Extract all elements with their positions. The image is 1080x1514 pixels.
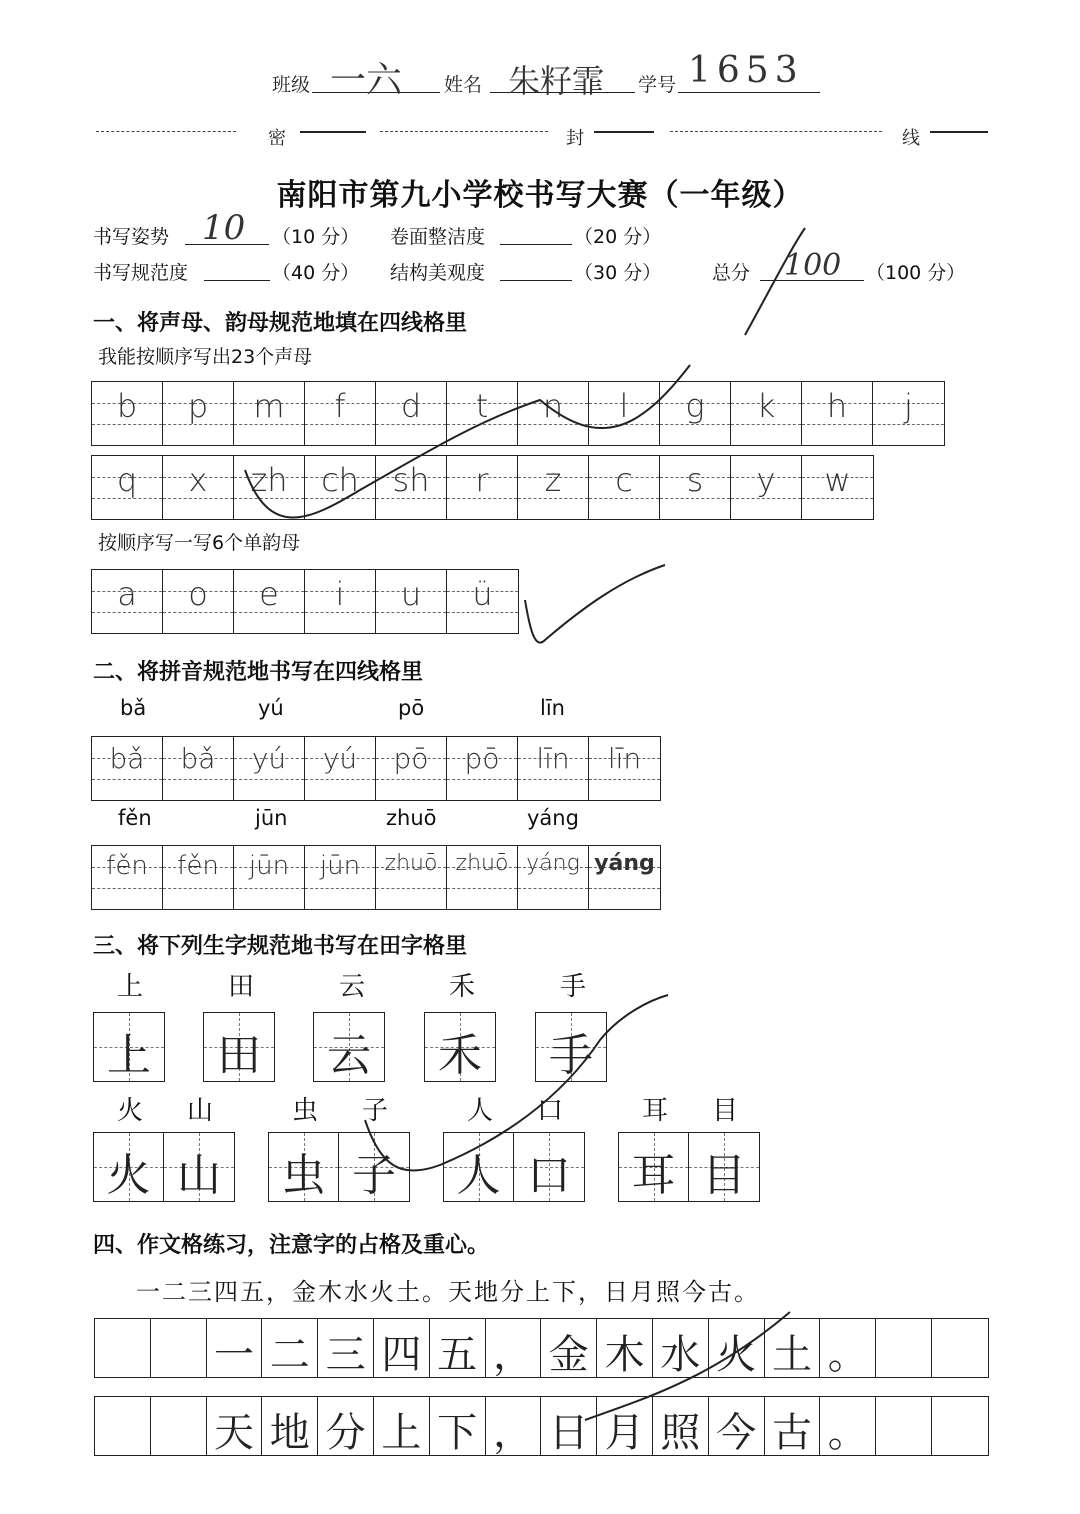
- composition-row1: [94, 1318, 989, 1378]
- pinyin-cell[interactable]: jūn: [305, 846, 376, 909]
- tian-cell-wrap: [424, 1012, 496, 1082]
- initial-cell[interactable]: t: [447, 382, 518, 445]
- standard-underline[interactable]: [204, 280, 270, 281]
- comp-cell[interactable]: 金: [541, 1319, 597, 1377]
- pinyin-cell[interactable]: līn: [589, 737, 660, 800]
- name-label: 姓名: [444, 74, 483, 96]
- tian-pair: [268, 1132, 410, 1202]
- initial-cell[interactable]: h: [802, 382, 873, 445]
- comp-cell[interactable]: 照: [653, 1397, 709, 1455]
- tian-cell[interactable]: 口: [514, 1133, 584, 1201]
- pinyin-cell[interactable]: yú: [234, 737, 305, 800]
- comp-cell[interactable]: 分: [318, 1397, 374, 1455]
- pinyin-cell[interactable]: bǎ: [92, 737, 163, 800]
- comp-cell[interactable]: 地: [262, 1397, 318, 1455]
- tian-cell[interactable]: 禾: [425, 1013, 495, 1081]
- tian-cell[interactable]: 虫: [269, 1133, 339, 1201]
- final-cell[interactable]: u: [376, 570, 447, 633]
- tian-cell[interactable]: 田: [204, 1013, 274, 1081]
- pinyin-cell[interactable]: fěn: [163, 846, 234, 909]
- comp-cell[interactable]: 四: [374, 1319, 430, 1377]
- section1-sub1: 我能按顺序写出23个声母: [98, 346, 313, 368]
- section1-heading: 一、将声母、韵母规范地填在四线格里: [93, 311, 468, 336]
- id-underline: [678, 92, 820, 93]
- comp-cell[interactable]: 古: [765, 1397, 821, 1455]
- comp-cell[interactable]: [932, 1397, 988, 1455]
- standard-max: （40 分）: [272, 262, 360, 284]
- comp-cell[interactable]: 木: [597, 1319, 653, 1377]
- posture-max: （10 分）: [272, 226, 360, 248]
- section3-heading: 三、将下列生字规范地书写在田字格里: [93, 934, 468, 959]
- pinyin-cell[interactable]: pō: [447, 737, 518, 800]
- total-label: 总分: [712, 262, 751, 284]
- pinyin-cell[interactable]: līn: [518, 737, 589, 800]
- beauty-max: （30 分）: [574, 262, 662, 284]
- char-prompt: 云: [339, 972, 366, 1002]
- initials-grid-row1: [91, 381, 945, 446]
- comp-cell[interactable]: 下: [430, 1397, 486, 1455]
- initial-cell[interactable]: ch: [305, 456, 376, 519]
- initial-cell[interactable]: zh: [234, 456, 305, 519]
- composition-row2: [94, 1396, 989, 1456]
- initial-cell[interactable]: f: [305, 382, 376, 445]
- comp-cell[interactable]: [876, 1397, 932, 1455]
- tian-cell[interactable]: 山: [164, 1133, 234, 1201]
- section2-heading: 二、将拼音规范地书写在四线格里: [93, 660, 424, 685]
- section4-heading: 四、作文格练习，注意字的占格及重心。: [93, 1233, 490, 1258]
- section1-sub2: 按顺序写一写6个单韵母: [98, 532, 301, 554]
- tian-cell[interactable]: 子: [339, 1133, 409, 1201]
- page-title: 南阳市第九小学校书写大赛（一年级）: [276, 178, 804, 213]
- initial-cell[interactable]: d: [376, 382, 447, 445]
- char-prompt: 火: [117, 1096, 144, 1126]
- pinyin-cell[interactable]: bǎ: [163, 737, 234, 800]
- initial-cell[interactable]: l: [589, 382, 660, 445]
- char-prompt: 禾: [449, 972, 476, 1002]
- pinyin-cell[interactable]: zhuō: [376, 846, 447, 909]
- comp-cell[interactable]: 日: [541, 1397, 597, 1455]
- final-cell[interactable]: a: [92, 570, 163, 633]
- final-cell[interactable]: o: [163, 570, 234, 633]
- finals-grid: [91, 569, 519, 634]
- pinyin-prompt: līn: [540, 696, 565, 720]
- tian-cell[interactable]: 人: [444, 1133, 514, 1201]
- pinyin-prompt: yáng: [527, 806, 579, 830]
- tian-pair: [443, 1132, 585, 1202]
- finals-check-stroke: [525, 565, 665, 643]
- seal-char-2: 封: [566, 128, 584, 149]
- total-max: （100 分）: [866, 262, 966, 284]
- seal-solid-3: [930, 131, 988, 133]
- initial-cell[interactable]: b: [92, 382, 163, 445]
- pinyin-prompt: pō: [398, 696, 425, 720]
- posture-value[interactable]: 10: [202, 208, 246, 248]
- comp-cell[interactable]: 三: [318, 1319, 374, 1377]
- pinyin-prompt: zhuō: [386, 806, 437, 830]
- initial-cell[interactable]: k: [731, 382, 802, 445]
- char-prompt: 田: [228, 972, 255, 1002]
- initial-cell[interactable]: c: [589, 456, 660, 519]
- comp-cell[interactable]: [151, 1397, 207, 1455]
- pinyin-grid-row2: [91, 845, 661, 910]
- class-label: 班级: [272, 74, 311, 96]
- pinyin-cell[interactable]: yáng: [518, 846, 589, 909]
- char-prompt: 子: [362, 1096, 389, 1126]
- comp-cell[interactable]: 天: [207, 1397, 263, 1455]
- comp-cell[interactable]: 月: [597, 1397, 653, 1455]
- tian-cell-wrap: [313, 1012, 385, 1082]
- comp-cell[interactable]: 土: [765, 1319, 821, 1377]
- pinyin-grid-row1: [91, 736, 661, 801]
- tian-cell[interactable]: 手: [536, 1013, 606, 1081]
- pinyin-cell[interactable]: jūn: [234, 846, 305, 909]
- pinyin-cell[interactable]: yú: [305, 737, 376, 800]
- final-cell[interactable]: ü: [447, 570, 518, 633]
- posture-label: 书写姿势: [93, 226, 170, 248]
- comp-cell[interactable]: [876, 1319, 932, 1377]
- pinyin-cell[interactable]: fěn: [92, 846, 163, 909]
- char-prompt: 虫: [292, 1096, 319, 1126]
- char-prompt: 手: [560, 972, 587, 1002]
- beauty-underline[interactable]: [500, 280, 572, 281]
- comp-cell[interactable]: ，: [486, 1397, 542, 1455]
- neatness-underline[interactable]: [500, 244, 572, 245]
- tian-cell[interactable]: 上: [94, 1013, 164, 1081]
- id-value[interactable]: 1653: [688, 50, 804, 91]
- total-value[interactable]: 100: [784, 248, 842, 283]
- char-prompt: 人: [467, 1096, 494, 1126]
- initial-cell[interactable]: n: [518, 382, 589, 445]
- comp-cell[interactable]: 一: [207, 1319, 263, 1377]
- seal-dash-2: [380, 131, 548, 132]
- neatness-label: 卷面整洁度: [390, 226, 486, 248]
- tian-pair: [618, 1132, 760, 1202]
- comp-cell[interactable]: 上: [374, 1397, 430, 1455]
- comp-cell[interactable]: ，: [486, 1319, 542, 1377]
- seal-dash-3: [670, 131, 882, 132]
- name-value[interactable]: 朱籽霏: [508, 62, 605, 100]
- seal-char-1: 密: [268, 128, 286, 149]
- comp-cell[interactable]: [932, 1319, 988, 1377]
- beauty-label: 结构美观度: [390, 262, 486, 284]
- class-value[interactable]: 一六: [330, 60, 403, 101]
- comp-cell[interactable]: 二: [262, 1319, 318, 1377]
- initial-cell[interactable]: r: [447, 456, 518, 519]
- comp-cell[interactable]: 。: [820, 1397, 876, 1455]
- comp-cell[interactable]: 水: [653, 1319, 709, 1377]
- initial-cell[interactable]: y: [731, 456, 802, 519]
- tian-cell[interactable]: 耳: [619, 1133, 689, 1201]
- final-cell[interactable]: i: [305, 570, 376, 633]
- initial-cell[interactable]: j: [873, 382, 944, 445]
- seal-char-3: 线: [902, 128, 920, 149]
- tian-cell-wrap: [93, 1012, 165, 1082]
- pinyin-prompt: yú: [258, 696, 284, 720]
- tian-pair: [93, 1132, 235, 1202]
- initial-cell[interactable]: z: [518, 456, 589, 519]
- comp-cell[interactable]: [95, 1397, 151, 1455]
- initial-cell[interactable]: g: [660, 382, 731, 445]
- char-prompt: 上: [117, 972, 144, 1002]
- comp-cell[interactable]: [95, 1319, 151, 1377]
- pinyin-cell[interactable]: pō: [376, 737, 447, 800]
- char-prompt: 口: [537, 1096, 564, 1126]
- pinyin-cell[interactable]: yáng: [589, 846, 660, 909]
- initial-cell[interactable]: w: [802, 456, 873, 519]
- comp-cell[interactable]: 。: [820, 1319, 876, 1377]
- comp-cell[interactable]: 五: [430, 1319, 486, 1377]
- standard-label: 书写规范度: [93, 262, 189, 284]
- pinyin-prompt: jūn: [255, 806, 288, 830]
- char-prompt: 山: [187, 1096, 214, 1126]
- char-prompt: 耳: [642, 1096, 669, 1126]
- comp-cell[interactable]: 火: [709, 1319, 765, 1377]
- tian-cell[interactable]: 云: [314, 1013, 384, 1081]
- tian-cell-wrap: [535, 1012, 607, 1082]
- neatness-max: （20 分）: [574, 226, 662, 248]
- comp-cell[interactable]: [151, 1319, 207, 1377]
- tian-cell[interactable]: 目: [689, 1133, 759, 1201]
- pinyin-prompt: fěn: [118, 806, 152, 830]
- id-label: 学号: [638, 74, 677, 96]
- section4-sentence: 一二三四五，金木水火土。天地分上下，日月照今古。: [136, 1278, 760, 1306]
- pinyin-cell[interactable]: zhuō: [447, 846, 518, 909]
- initial-cell[interactable]: s: [660, 456, 731, 519]
- initial-cell[interactable]: sh: [376, 456, 447, 519]
- tian-cell-wrap: [203, 1012, 275, 1082]
- char-prompt: 目: [712, 1096, 739, 1126]
- initial-cell[interactable]: m: [234, 382, 305, 445]
- seal-solid-2: [594, 131, 654, 133]
- seal-dash-1: [96, 131, 236, 132]
- initial-cell[interactable]: x: [163, 456, 234, 519]
- initial-cell[interactable]: p: [163, 382, 234, 445]
- initials-grid-row2: [91, 455, 874, 520]
- final-cell[interactable]: e: [234, 570, 305, 633]
- seal-solid-1: [300, 131, 366, 133]
- tian-cell[interactable]: 火: [94, 1133, 164, 1201]
- pinyin-prompt: bǎ: [120, 696, 147, 720]
- initial-cell[interactable]: q: [92, 456, 163, 519]
- comp-cell[interactable]: 今: [709, 1397, 765, 1455]
